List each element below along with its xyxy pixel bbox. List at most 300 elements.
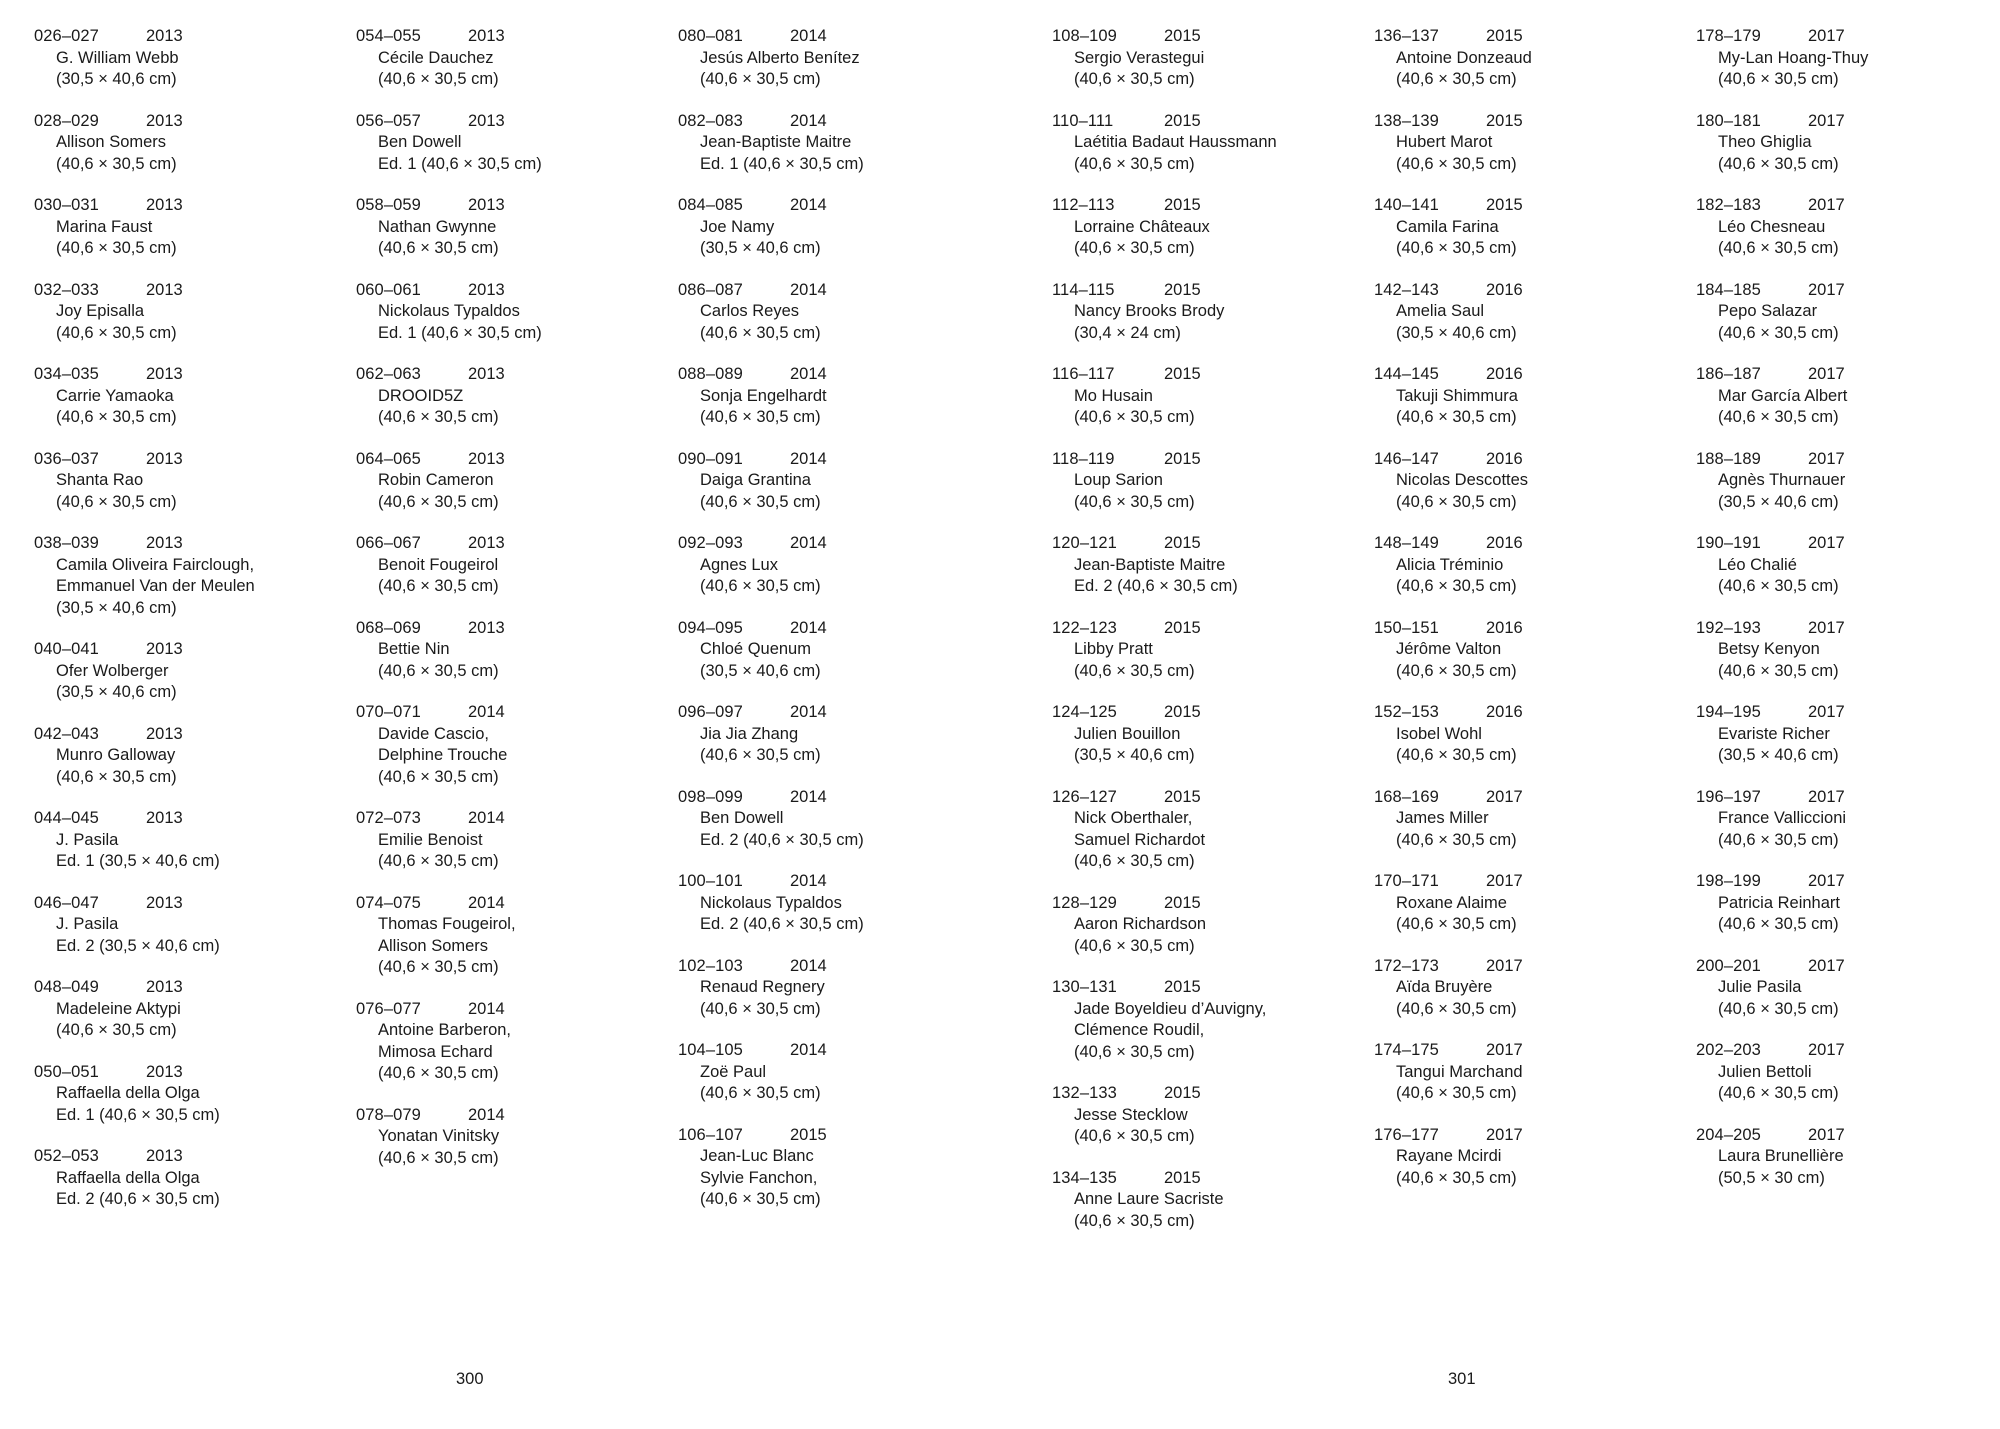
entry-dimensions: (40,6 × 30,5 cm) (1396, 154, 1517, 173)
entry-page-range: 120–121 (1052, 534, 1117, 552)
entry-year: 2015 (1164, 893, 1201, 912)
index-entry (356, 893, 656, 979)
entry-dimensions: (40,6 × 30,5 cm) (378, 661, 499, 680)
index-entry (1374, 533, 1674, 598)
entry-year: 2014 (790, 27, 827, 45)
entry-artist: Chloé Quenum (700, 640, 811, 658)
index-entry (1052, 449, 1352, 514)
entry-header (1052, 977, 1352, 999)
entry-header (356, 280, 656, 302)
entry-year: 2016 (1486, 449, 1523, 468)
index-entry (1374, 26, 1674, 91)
entry-details (678, 301, 978, 344)
entry-artist: Ben Dowell (700, 809, 784, 827)
entry-dimensions: (40,6 × 30,5 cm) (378, 1064, 499, 1082)
entry-dimensions: (40,6 × 30,5 cm) (1396, 746, 1517, 764)
entry-artist: J. Pasila (56, 830, 119, 849)
entry-page-range: 188–189 (1696, 449, 1761, 468)
entry-year: 2014 (790, 280, 827, 299)
entry-header (356, 195, 656, 217)
index-entry (1374, 1040, 1674, 1105)
entry-page-range: 126–127 (1052, 787, 1117, 806)
entry-dimensions: (40,6 × 30,5 cm) (1718, 830, 1839, 849)
entry-year: 2015 (1164, 703, 1201, 721)
entry-header (1374, 618, 1674, 640)
entry-page-range: 082–083 (678, 111, 743, 130)
entry-header (1696, 364, 1996, 386)
entry-artist: Isobel Wohl (1396, 724, 1482, 743)
entry-header (1696, 618, 1996, 640)
entry-header (1374, 111, 1674, 133)
entry-year: 2017 (1486, 956, 1523, 975)
index-column (1696, 26, 1996, 1209)
entry-dimensions: (40,6 × 30,5 cm) (1396, 70, 1517, 88)
entry-header (678, 111, 978, 133)
entry-year: 2013 (146, 809, 183, 827)
entry-details (1696, 1062, 1996, 1105)
index-entry (1696, 871, 1996, 936)
entry-dimensions: (40,6 × 30,5 cm) (1074, 936, 1195, 955)
entry-details (1052, 470, 1352, 513)
entry-page-range: 134–135 (1052, 1168, 1117, 1187)
index-entry (678, 702, 978, 767)
entry-header (1374, 195, 1674, 217)
entry-header (678, 195, 978, 217)
entry-dimensions: (30,5 × 40,6 cm) (56, 598, 177, 617)
entry-dimensions: (40,6 × 30,5 cm) (56, 1021, 177, 1039)
index-entry (356, 533, 656, 598)
entry-dimensions: (40,6 × 30,5 cm) (1074, 661, 1195, 680)
entry-dimensions: (40,6 × 30,5 cm) (700, 408, 821, 426)
index-entry (1696, 26, 1996, 91)
entry-page-range: 116–117 (1052, 365, 1115, 383)
entry-details (1374, 724, 1674, 767)
entry-year: 2015 (1164, 365, 1201, 383)
entry-page-range: 148–149 (1374, 534, 1439, 552)
entry-year: 2017 (1486, 872, 1523, 890)
entry-artist: Nathan Gwynne (378, 217, 497, 236)
entry-header (1374, 702, 1674, 724)
index-entry (1696, 618, 1996, 683)
entry-artist: Nick Oberthaler, (1074, 809, 1193, 827)
entry-details (34, 301, 334, 344)
entry-details (678, 555, 978, 598)
entry-header (678, 26, 978, 48)
entry-header (1374, 533, 1674, 555)
entry-details (356, 914, 656, 979)
entry-year: 2014 (790, 872, 827, 890)
entry-page-range: 140–141 (1374, 196, 1439, 214)
entry-page-range: 034–035 (34, 365, 99, 383)
entry-header (356, 893, 656, 915)
entry-page-range: 060–061 (356, 280, 421, 299)
index-entry (678, 533, 978, 598)
entry-header (34, 533, 334, 555)
entry-year: 2014 (790, 1041, 827, 1059)
entry-header (678, 449, 978, 471)
entry-dimensions: (40,6 × 30,5 cm) (1074, 492, 1195, 511)
entry-artist: Julie Pasila (1718, 978, 1802, 996)
index-entry (34, 280, 334, 345)
entry-artist: Bettie Nin (378, 640, 450, 658)
entry-artist: Antoine Barberon, (378, 1021, 512, 1039)
entry-details (356, 1020, 656, 1085)
index-entry (1696, 111, 1996, 176)
entry-year: 2015 (1486, 111, 1523, 130)
entry-details (1374, 132, 1674, 175)
entry-header (34, 808, 334, 830)
entry-page-range: 098–099 (678, 787, 743, 806)
entry-details (1696, 48, 1996, 91)
entry-dimensions: (40,6 × 30,5 cm) (1074, 239, 1195, 257)
index-entry (678, 787, 978, 852)
index-entry (356, 449, 656, 514)
entry-artist: Raffaella della Olga (56, 1168, 200, 1187)
entry-year: 2014 (790, 956, 827, 975)
entry-dimensions: (40,6 × 30,5 cm) (378, 852, 499, 870)
entry-page-range: 070–071 (356, 703, 421, 721)
entry-year: 2015 (1164, 787, 1201, 806)
index-entry (34, 449, 334, 514)
entry-dimensions: Ed. 2 (30,5 × 40,6 cm) (56, 936, 220, 955)
entry-details (34, 914, 334, 957)
entry-year: 2013 (146, 1147, 183, 1165)
entry-details (1374, 301, 1674, 344)
index-entry (34, 724, 334, 789)
entry-details (356, 386, 656, 429)
entry-year: 2015 (790, 1125, 827, 1144)
index-entry (34, 533, 334, 619)
entry-header (1052, 618, 1352, 640)
index-entry (1052, 195, 1352, 260)
entry-artist: Zoë Paul (700, 1062, 767, 1081)
index-column (34, 26, 334, 1231)
entry-page-range: 036–037 (34, 449, 99, 468)
entry-details (34, 661, 334, 704)
entry-dimensions: (40,6 × 30,5 cm) (1074, 1211, 1195, 1230)
entry-year: 2017 (1808, 956, 1845, 975)
entry-page-range: 184–185 (1696, 280, 1761, 299)
entry-header (1374, 787, 1674, 809)
entry-artist: Loup Sarion (1074, 471, 1163, 489)
entry-year: 2013 (146, 724, 183, 743)
entry-header (1052, 280, 1352, 302)
entry-header (356, 808, 656, 830)
entry-dimensions: Ed. 2 (40,6 × 30,5 cm) (700, 830, 864, 849)
entry-artist: Daiga Grantina (700, 471, 811, 489)
entry-header (34, 639, 334, 661)
entry-header (1374, 364, 1674, 386)
entry-header (34, 893, 334, 915)
entry-artist: Antoine Donzeaud (1396, 48, 1532, 67)
entry-header (1696, 956, 1996, 978)
index-entry (356, 111, 656, 176)
entry-header (356, 111, 656, 133)
entry-page-range: 204–205 (1696, 1125, 1761, 1144)
entry-details (34, 386, 334, 429)
entry-year: 2015 (1164, 280, 1201, 299)
index-entry (1052, 1083, 1352, 1148)
entry-year: 2017 (1808, 1041, 1845, 1059)
entry-details (356, 555, 656, 598)
entry-artist: Nicolas Descottes (1396, 471, 1529, 489)
entry-dimensions: (30,5 × 40,6 cm) (56, 70, 177, 88)
index-entry (678, 618, 978, 683)
entry-header (1696, 533, 1996, 555)
entry-dimensions: (30,5 × 40,6 cm) (700, 239, 821, 257)
entry-dimensions: (40,6 × 30,5 cm) (1396, 1084, 1517, 1102)
entry-header (1374, 956, 1674, 978)
entry-header (34, 364, 334, 386)
entry-dimensions: (40,6 × 30,5 cm) (1718, 239, 1839, 257)
entry-dimensions: (40,6 × 30,5 cm) (378, 767, 499, 786)
entry-header (678, 787, 978, 809)
entry-artist: Marina Faust (56, 217, 153, 236)
entry-artist: Rayane Mcirdi (1396, 1147, 1502, 1165)
entry-artist: Delphine Trouche (378, 746, 508, 764)
entry-year: 2013 (146, 978, 183, 996)
entry-year: 2014 (790, 111, 827, 130)
entry-artist: Emilie Benoist (378, 830, 483, 849)
entry-year: 2013 (468, 618, 505, 637)
entry-page-range: 122–123 (1052, 618, 1117, 637)
entry-artist: Raffaella della Olga (56, 1084, 200, 1102)
entry-dimensions: (40,6 × 30,5 cm) (1718, 323, 1839, 342)
entry-dimensions: (40,6 × 30,5 cm) (700, 1190, 821, 1208)
entry-page-range: 078–079 (356, 1105, 421, 1124)
entry-header (678, 364, 978, 386)
entry-details (678, 639, 978, 682)
entry-dimensions: (40,6 × 30,5 cm) (56, 767, 177, 786)
entry-header (1052, 111, 1352, 133)
entry-page-range: 194–195 (1696, 703, 1761, 721)
entry-details (1374, 639, 1674, 682)
entry-year: 2014 (790, 196, 827, 214)
entry-year: 2015 (1164, 1168, 1201, 1187)
entry-artist: Jesús Alberto Benítez (700, 48, 860, 67)
entry-year: 2014 (790, 534, 827, 552)
entry-dimensions: (30,5 × 40,6 cm) (1396, 323, 1517, 342)
entry-header (34, 977, 334, 999)
entry-details (1696, 301, 1996, 344)
entry-dimensions: (30,5 × 40,6 cm) (700, 661, 821, 680)
index-entry (356, 618, 656, 683)
entry-details (356, 132, 656, 175)
entry-artist: Alicia Tréminio (1396, 555, 1504, 574)
entry-page-range: 056–057 (356, 111, 421, 130)
entry-year: 2014 (790, 787, 827, 806)
entry-dimensions: (40,6 × 30,5 cm) (1718, 70, 1839, 88)
entry-year: 2015 (1486, 196, 1523, 214)
index-entry (34, 639, 334, 704)
entry-page-range: 198–199 (1696, 872, 1761, 890)
entry-details (356, 639, 656, 682)
entry-page-range: 032–033 (34, 280, 99, 299)
entry-header (1374, 280, 1674, 302)
entry-year: 2014 (468, 893, 505, 912)
entry-header (34, 724, 334, 746)
entry-dimensions: (40,6 × 30,5 cm) (1718, 577, 1839, 595)
entry-details (1696, 470, 1996, 513)
entry-page-range: 074–075 (356, 893, 421, 912)
entry-year: 2017 (1808, 618, 1845, 637)
entry-page-range: 076–077 (356, 999, 421, 1018)
index-entry (34, 26, 334, 91)
index-entry (34, 977, 334, 1042)
index-entry (356, 26, 656, 91)
index-entry (34, 1062, 334, 1127)
entry-header (1374, 871, 1674, 893)
entry-details (1052, 48, 1352, 91)
index-entry (34, 364, 334, 429)
entry-dimensions: (40,6 × 30,5 cm) (1074, 154, 1195, 173)
entry-year: 2015 (1164, 449, 1201, 468)
index-entry (1696, 364, 1996, 429)
index-entry (34, 1146, 334, 1211)
entry-year: 2013 (146, 111, 183, 130)
index-entry (1696, 449, 1996, 514)
entry-artist: Renaud Regnery (700, 978, 825, 996)
entry-details (678, 1062, 978, 1105)
index-entry (34, 111, 334, 176)
entry-year: 2014 (790, 703, 827, 721)
entry-year: 2017 (1486, 1041, 1523, 1059)
entry-artist: Jean-Baptiste Maitre (1074, 555, 1226, 574)
entry-year: 2016 (1486, 618, 1523, 637)
entry-year: 2013 (146, 449, 183, 468)
entry-details (1696, 555, 1996, 598)
entry-artist: Roxane Alaime (1396, 893, 1507, 912)
index-entry (1696, 956, 1996, 1021)
entry-details (34, 999, 334, 1042)
entry-header (1374, 449, 1674, 471)
index-entry (1696, 1125, 1996, 1190)
entry-artist: Takuji Shimmura (1396, 386, 1518, 405)
entry-dimensions: Ed. 1 (40,6 × 30,5 cm) (378, 323, 542, 342)
entry-details (1696, 1146, 1996, 1189)
entry-page-range: 118–119 (1052, 449, 1115, 468)
entry-page-range: 062–063 (356, 365, 421, 383)
entry-artist: Munro Galloway (56, 746, 176, 764)
entry-page-range: 186–187 (1696, 365, 1761, 383)
entry-page-range: 066–067 (356, 534, 421, 552)
index-entry (1696, 280, 1996, 345)
entry-artist: Pepo Salazar (1718, 302, 1818, 320)
entry-header (1052, 26, 1352, 48)
entry-artist: Thomas Fougeirol, (378, 915, 516, 933)
entry-details (1052, 217, 1352, 260)
entry-artist: My-Lan Hoang-Thuy (1718, 48, 1869, 67)
index-entry (1696, 702, 1996, 767)
index-entry (678, 1040, 978, 1105)
entry-details (1374, 386, 1674, 429)
entry-dimensions: (40,6 × 30,5 cm) (378, 1148, 499, 1167)
entry-page-range: 068–069 (356, 618, 421, 637)
entry-artist: Agnès Thurnauer (1718, 471, 1846, 489)
entry-details (1052, 132, 1352, 175)
entry-page-range: 106–107 (678, 1125, 743, 1144)
entry-year: 2017 (1808, 534, 1845, 552)
entry-year: 2013 (146, 1062, 183, 1081)
entry-header (678, 956, 978, 978)
entry-header (1696, 787, 1996, 809)
entry-page-range: 040–041 (34, 640, 99, 658)
entry-year: 2013 (146, 534, 183, 552)
entry-dimensions: Ed. 2 (40,6 × 30,5 cm) (56, 1190, 220, 1208)
entry-page-range: 174–175 (1374, 1041, 1439, 1059)
entry-year: 2017 (1808, 1125, 1845, 1144)
entry-dimensions: (40,6 × 30,5 cm) (1074, 408, 1195, 426)
entry-page-range: 088–089 (678, 365, 743, 383)
entry-year: 2017 (1808, 787, 1845, 806)
entry-artist: Laura Brunellière (1718, 1147, 1844, 1165)
entry-page-range: 146–147 (1374, 449, 1439, 468)
folio-right: 301 (1448, 1370, 1476, 1388)
entry-header (1374, 26, 1674, 48)
entry-artist: Sonja Engelhardt (700, 386, 827, 405)
entry-dimensions: (40,6 × 30,5 cm) (700, 746, 821, 764)
entry-page-range: 202–203 (1696, 1041, 1761, 1059)
entry-details (34, 830, 334, 873)
index-entry (34, 893, 334, 958)
entry-details (34, 217, 334, 260)
entry-artist: Clémence Roudil, (1074, 1021, 1205, 1039)
index-entry (356, 195, 656, 260)
index-entry (678, 1125, 978, 1211)
entry-dimensions: (50,5 × 30 cm) (1718, 1168, 1825, 1187)
entry-dimensions: (40,6 × 30,5 cm) (700, 1084, 821, 1102)
entry-dimensions: (40,6 × 30,5 cm) (1074, 70, 1195, 88)
index-entry (678, 871, 978, 936)
entry-year: 2014 (790, 449, 827, 468)
entry-header (356, 26, 656, 48)
entry-year: 2017 (1808, 111, 1845, 130)
entry-year: 2014 (790, 365, 827, 383)
entry-dimensions: (40,6 × 30,5 cm) (1396, 915, 1517, 933)
entry-details (1374, 48, 1674, 91)
entry-details (34, 745, 334, 788)
entry-details (678, 470, 978, 513)
entry-details (1696, 977, 1996, 1020)
entry-header (34, 111, 334, 133)
entry-header (34, 280, 334, 302)
entry-year: 2013 (468, 111, 505, 130)
entry-details (1696, 639, 1996, 682)
entry-dimensions: (40,6 × 30,5 cm) (378, 577, 499, 595)
entry-dimensions: (40,6 × 30,5 cm) (378, 408, 499, 426)
entry-dimensions: (30,5 × 40,6 cm) (1074, 746, 1195, 764)
entry-dimensions: (40,6 × 30,5 cm) (1396, 999, 1517, 1018)
entry-details (1696, 386, 1996, 429)
entry-details (34, 1083, 334, 1126)
entry-artist: Patricia Reinhart (1718, 893, 1840, 912)
index-column (1052, 26, 1352, 1252)
entry-year: 2013 (468, 534, 505, 552)
entry-dimensions: (40,6 × 30,5 cm) (1396, 492, 1517, 511)
entry-page-range: 046–047 (34, 893, 99, 912)
entry-details (1696, 808, 1996, 851)
entry-dimensions: Ed. 1 (30,5 × 40,6 cm) (56, 852, 220, 870)
index-entry (1374, 449, 1674, 514)
entry-page-range: 026–027 (34, 27, 99, 45)
entry-header (356, 999, 656, 1021)
entry-dimensions: (40,6 × 30,5 cm) (378, 958, 499, 976)
entry-page-range: 130–131 (1052, 978, 1117, 996)
entry-page-range: 150–151 (1374, 618, 1439, 637)
index-entry (1374, 111, 1674, 176)
entry-artist: Sylvie Fanchon, (700, 1168, 818, 1187)
entry-dimensions: (30,5 × 40,6 cm) (1718, 492, 1839, 511)
